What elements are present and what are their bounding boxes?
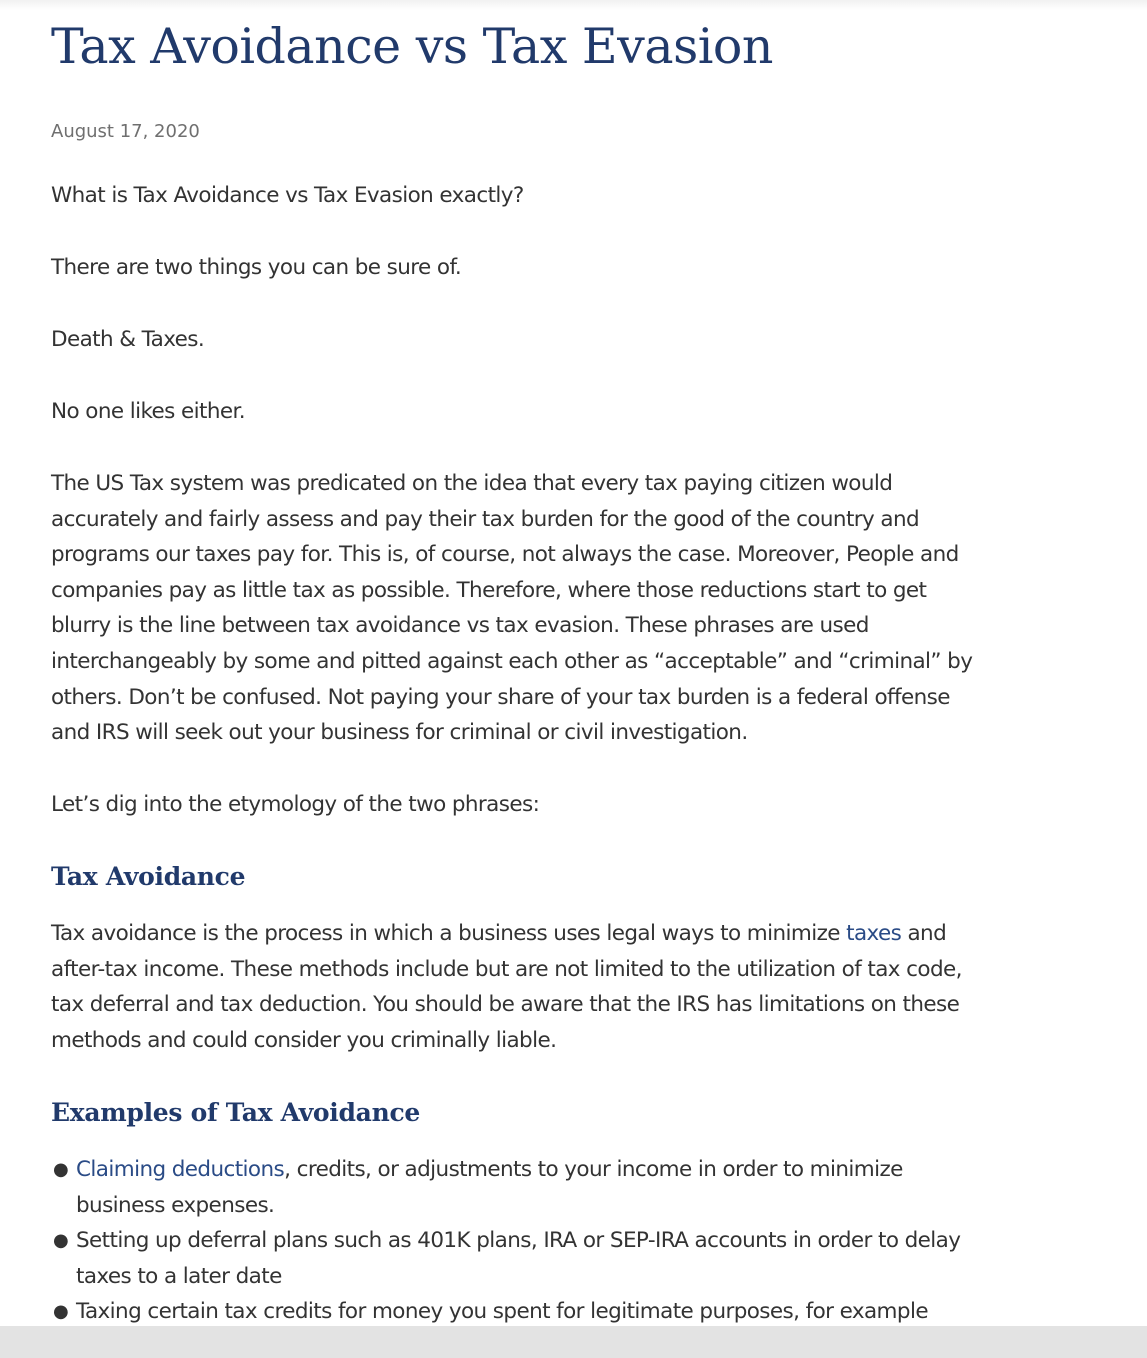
intro-line-4: No one likes either. [51, 399, 245, 424]
bullet-icon: ● [53, 1159, 69, 1180]
tax-avoidance-paragraph [51, 916, 962, 1058]
list-item [51, 1152, 960, 1223]
body-line: The US Tax system was predicated on the idea that every tax paying citizen would [51, 471, 893, 496]
paragraph-line: tax deferral and tax deduction. You should be aware that the IRS has limitations on these [51, 992, 960, 1018]
list-item [51, 1294, 960, 1330]
body-line: programs our taxes pay for. This is, of course, not always the case. Moreover, People and [51, 542, 959, 568]
paragraph-line: after-tax income. These methods include but are not limited to the utilization of tax code, [51, 956, 962, 982]
list-item-line [76, 1152, 960, 1188]
body-line: blurry is the line between tax avoidance vs tax evasion. These phrases are used [51, 613, 869, 639]
section-heading-examples: Examples of Tax Avoidance [51, 1098, 420, 1127]
intro-line-2: There are two things you can be sure of. [51, 255, 462, 280]
body-line: accurately and fairly assess and pay their tax burden for the good of the country and [51, 506, 920, 532]
body-line: and IRS will seek out your business for criminal or civil investigation. [51, 720, 748, 746]
bottom-toolbar [0, 1326, 1147, 1358]
paragraph-line: methods and could consider you criminally liable. [51, 1027, 557, 1053]
page-title: Tax Avoidance vs Tax Evasion [51, 18, 773, 75]
list-item-line: business expenses. [76, 1192, 275, 1218]
list-item-text: , credits, or adjustments to your income in order to minimize [284, 1157, 903, 1182]
bullet-icon: ● [53, 1230, 69, 1252]
list-item [51, 1223, 960, 1294]
list-item-line: Setting up deferral plans such as 401K plans, IRA or SEP-IRA accounts in order to delay [76, 1228, 961, 1254]
intro-question: What is Tax Avoidance vs Tax Evasion exactly? [51, 183, 524, 208]
paragraph-line [51, 916, 962, 952]
claiming-deductions-link[interactable]: Claiming deductions [76, 1157, 285, 1182]
examples-list [51, 1152, 960, 1330]
body-line: others. Don’t be confused. Not paying your share of your tax burden is a federal offense [51, 684, 950, 710]
paragraph-text: Tax avoidance is the process in which a business uses legal ways to minimize [51, 921, 847, 946]
bullet-icon: ● [53, 1301, 69, 1323]
post-date: August 17, 2020 [51, 121, 200, 142]
body-line: companies pay as little tax as possible. Therefore, where those reductions start to get [51, 577, 927, 603]
taxes-link[interactable]: taxes [846, 921, 902, 946]
intro-line-3: Death & Taxes. [51, 327, 205, 352]
top-shadow [0, 0, 1147, 10]
section-heading-tax-avoidance: Tax Avoidance [51, 862, 246, 891]
list-item-line: taxes to a later date [76, 1263, 282, 1289]
paragraph-text: and [901, 921, 947, 946]
etymology-intro: Let’s dig into the etymology of the two phrases: [51, 792, 540, 817]
body-line: interchangeably by some and pitted against each other as “acceptable” and “criminal” by [51, 648, 973, 674]
list-item-line: Taxing certain tax credits for money you spent for legitimate purposes, for example [76, 1299, 928, 1325]
body-paragraph [51, 466, 972, 751]
